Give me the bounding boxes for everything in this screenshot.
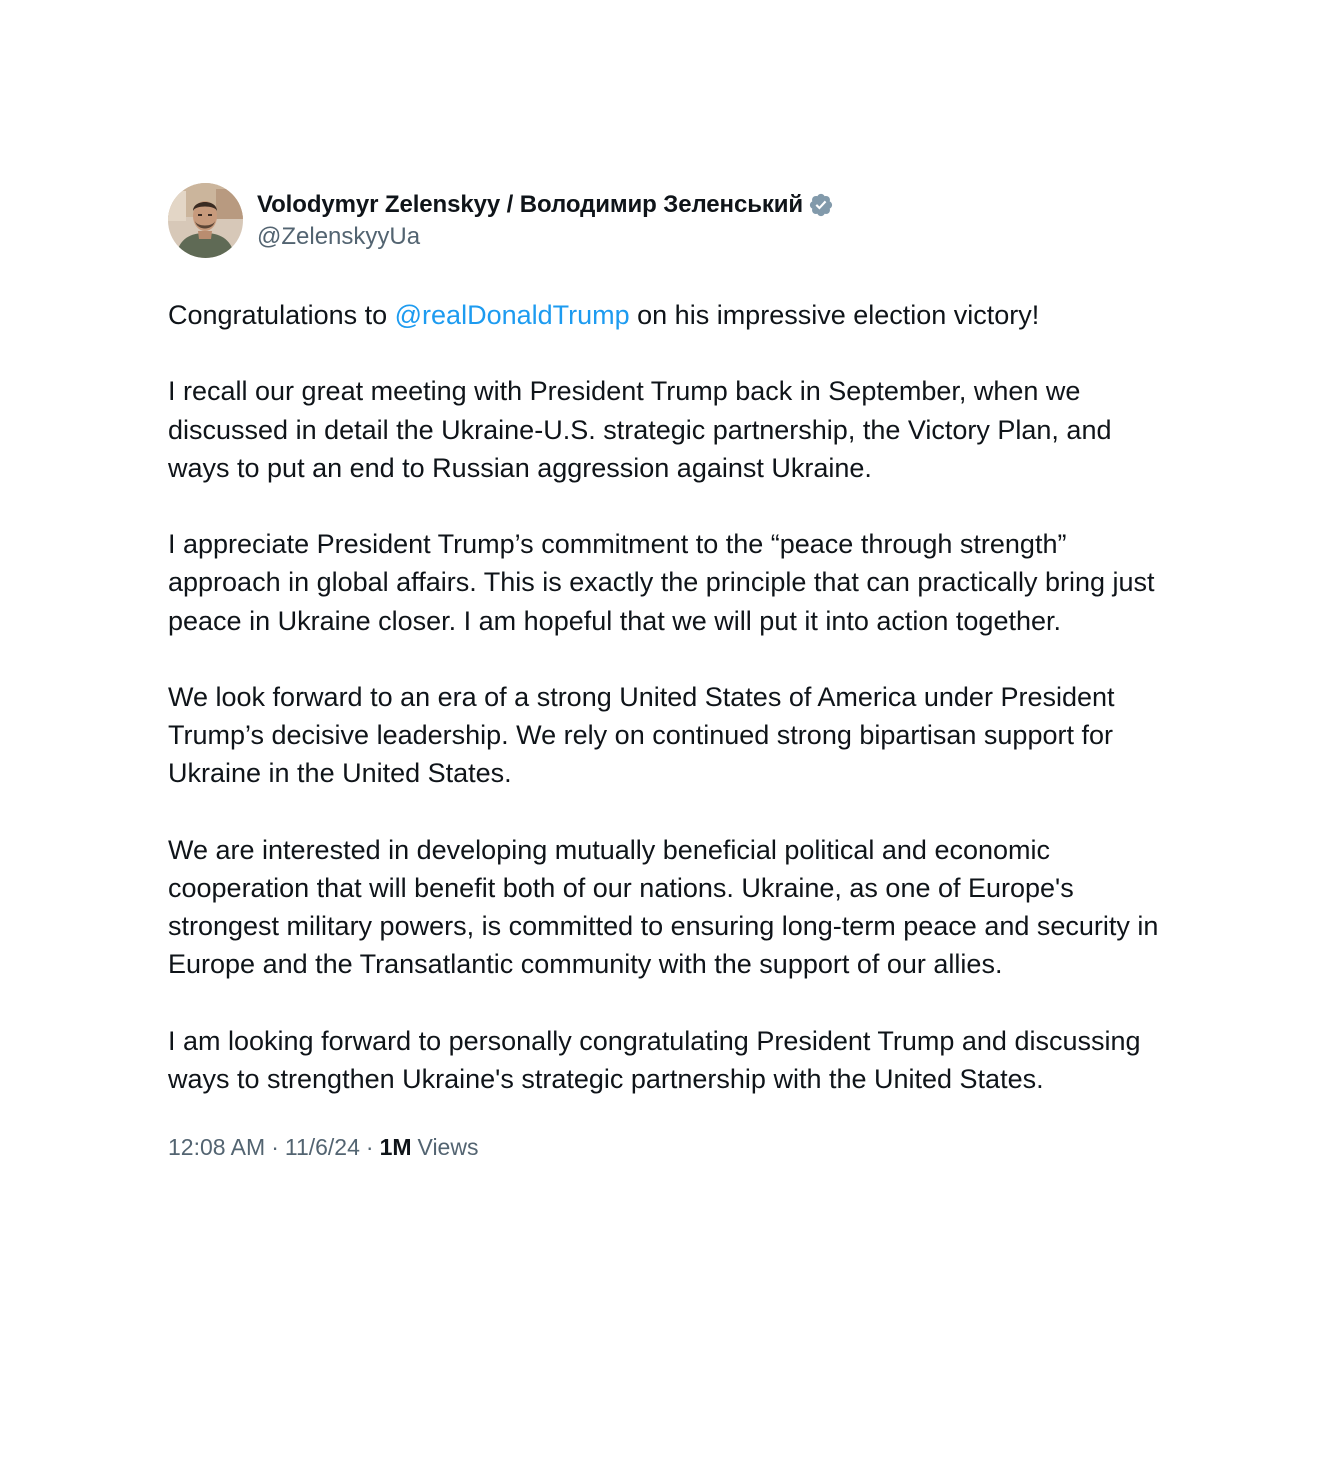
paragraph-1-start: Congratulations to <box>168 300 395 330</box>
mention-link[interactable]: @realDonaldTrump <box>394 300 630 330</box>
tweet-paragraph-5: We are interested in developing mutually beneficial political and economic cooperation that will benefit both of our nations. Ukraine, as one of Europe's strongest military powers, is committed to ensuring long-term peace and security in Europe and the Transatlantic community with the support of our allies. <box>168 834 1159 980</box>
tweet-paragraph-6: I am looking forward to personally congratulating President Trump and discussing ways to strengthen Ukraine's strategic partnership with the United States. <box>168 1025 1141 1094</box>
tweet-paragraph-4: We look forward to an era of a strong United States of America under President Trump’s decisive leadership. We rely on continued strong bipartisan support for Ukraine in the United States. <box>168 681 1115 789</box>
author-identity <box>257 189 834 251</box>
views-label: Views <box>417 1134 479 1161</box>
tweet-date[interactable]: 11/6/24 <box>284 1134 360 1161</box>
tweet-time[interactable]: 12:08 AM <box>168 1134 266 1161</box>
name-row <box>257 189 834 221</box>
tweet-paragraph-3: I appreciate President Trump’s commitment to the “peace through strength” approach in global affairs. This is exactly the principle that can practically bring just peace in Ukraine closer. I am hopeful that we will put it into action together. <box>168 529 1155 636</box>
meta-separator: · <box>365 1134 374 1161</box>
tweet-text <box>168 296 1168 1098</box>
tweet-meta <box>168 1134 1168 1161</box>
tweet-paragraph-1 <box>168 296 1168 334</box>
display-name[interactable]: Volodymyr Zelenskyy / Володимир Зеленський <box>257 191 804 218</box>
tweet-header <box>168 182 1168 258</box>
profile-photo-icon <box>168 183 243 258</box>
user-handle[interactable]: @ZelenskyyUa <box>257 223 421 250</box>
verified-badge-icon[interactable] <box>808 192 834 218</box>
tweet-paragraph-2: I recall our great meeting with President Trump back in September, when we discussed in detail the Ukraine-U.S. strategic partnership, the Victory Plan, and ways to put an end to Russian aggression against Ukraine. <box>168 376 1112 483</box>
paragraph-1-end: on his impressive election victory! <box>629 300 1040 330</box>
tweet-card <box>168 182 1168 1161</box>
meta-separator: · <box>271 1134 279 1161</box>
avatar[interactable] <box>168 183 243 258</box>
views-count: 1M <box>379 1134 412 1161</box>
